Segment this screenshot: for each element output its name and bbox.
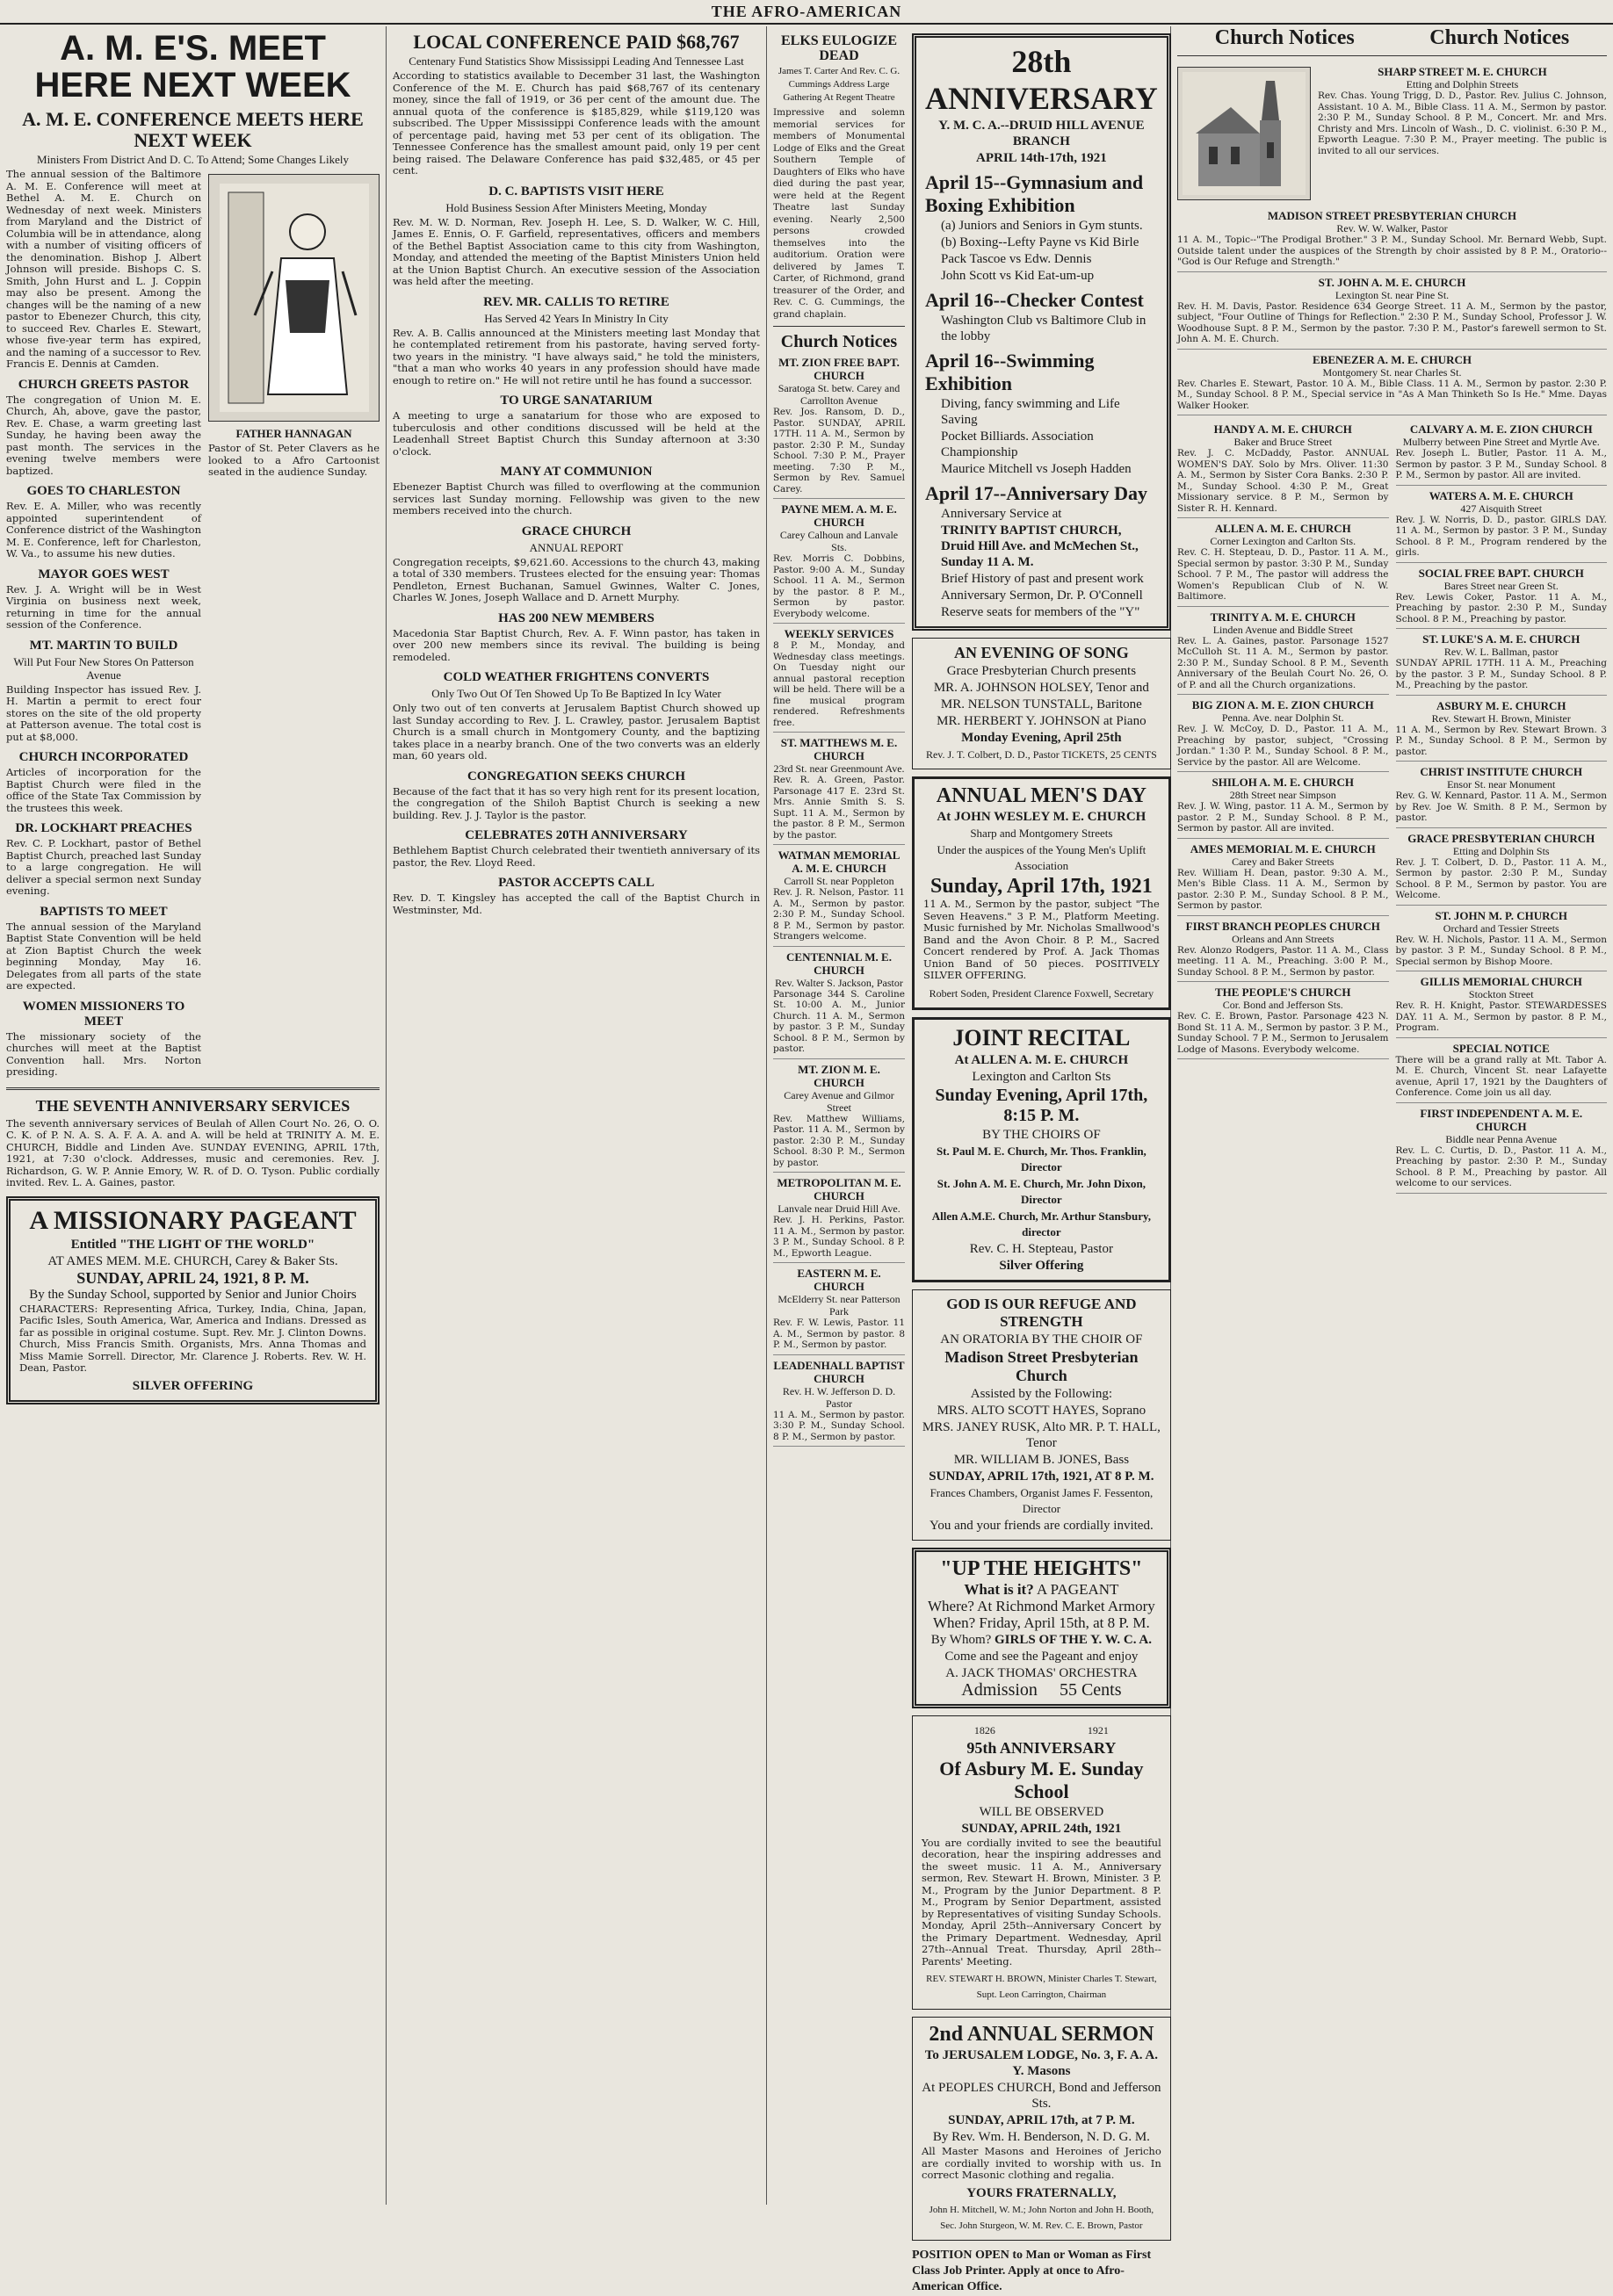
- missionary-pageant-ad: [6, 1196, 380, 1404]
- church-notice-name: GILLIS MEMORIAL CHURCH: [1420, 975, 1582, 988]
- heights-price: 55 Cents: [1059, 1679, 1122, 1700]
- sermon-at: At PEOPLES CHURCH, Bond and Jefferson Sts.: [922, 2081, 1161, 2111]
- lockhart-headline: DR. LOCKHART PREACHES: [15, 821, 192, 835]
- church-notice-body: 11 A. M., Sermon by Rev. Stewart Brown. 3 P. M., Sunday School. 8 P. M., Sermon by pastor.: [1395, 724, 1607, 757]
- church-notice: [1396, 422, 1608, 486]
- newmem-body: Macedonia Star Baptist Church, Rev. A. F. Winn pastor, has taken in over 200 new members since its revival. The building is being remodeled.: [393, 626, 760, 663]
- cartoon-image: [208, 174, 380, 422]
- greets-headline: CHURCH GREETS PASTOR: [18, 377, 190, 392]
- accepts-headline: PASTOR ACCEPTS CALL: [498, 876, 655, 890]
- column-2: [387, 26, 767, 2205]
- communion-headline: MANY AT COMMUNION: [500, 465, 653, 479]
- church-notice-body: Rev. J. T. Colbert, D. D., Pastor. 11 A. M., Sermon by pastor. 2:30 P. M., Sunday School. 8 P. M., Sermon by pastor. You are Welcome.: [1395, 856, 1607, 900]
- martin-subhead: Will Put Four New Stores On Patterson Avenue: [13, 654, 194, 682]
- heights-q2: Where?: [928, 1597, 974, 1614]
- mayor-body: Rev. J. A. Wright will be in West Virginia on business next week, returning in time for the annual session of the Conference.: [6, 582, 201, 631]
- ymca-day3-a: Diving, fancy swimming and Life Saving: [941, 397, 1120, 427]
- cold-headline: COLD WEATHER FRIGHTENS CONVERTS: [443, 670, 710, 684]
- church-notice-location: 427 Aisquith Street: [1460, 502, 1543, 515]
- asbury-title-1: 95th ANNIVERSARY: [966, 1738, 1117, 1757]
- madison-notice: [1177, 209, 1607, 272]
- church-notice-body: Rev. L. C. Curtis, D. D., Pastor. 11 A. M., Preaching by pastor. 2:30 P. M., Sunday School. 8 P. M., Preaching by pastor. All welcome to our services.: [1395, 1144, 1607, 1188]
- refuge-organist: Frances Chambers, Organist James F. Fessenton, Director: [929, 1485, 1154, 1515]
- church-notice-name: SHILOH A. M. E. CHURCH: [1212, 776, 1354, 789]
- ymca-day4-a: Anniversary Service at: [941, 507, 1062, 521]
- pageant-title: A MISSIONARY PAGEANT: [29, 1205, 357, 1235]
- church-notice-location: Saratoga St. betw. Carey and Carrollton Avenue: [778, 382, 901, 407]
- pageant-where: AT AMES MEM. M.E. CHURCH, Carey & Baker Sts.: [47, 1253, 338, 1268]
- church-notice-body: Rev. Lewis Coker, Pastor. 11 A. M., Preaching by pastor. 2:30 P. M., Sunday School. 8 P. M., Preaching by pastor.: [1395, 591, 1607, 625]
- church-notice-name: SPECIAL NOTICE: [1452, 1041, 1550, 1055]
- church-notice-location: 28th Street near Simpson: [1229, 789, 1336, 801]
- conference-body: The annual session of the Baltimore A. M. E. Conference will meet at Bethel A. M. E. Church on Wednesday of next week. Ministers from Maryland and the District of Columbia will be in attendance, along with a number of visiting officers of the denomination. Bishop J. Albert Johnson will preside. Bishops C. S. Smith, John Hurst and L. J. Coppin may also be present. Among the changes will be the naming of a new pastor to Ebenezer Church, this city, to succeed Rev. Charles E. Stewart, whose five-year term has expired, and the naming of a successor to Rev. Francis E. Dennis at Camden.: [6, 168, 201, 370]
- church-notice-location: Penna. Ave. near Dolphin St.: [1221, 711, 1344, 724]
- callis-subhead: Has Served 42 Years In Ministry In City: [484, 311, 669, 325]
- church-notice-location: Cor. Bond and Jefferson Sts.: [1222, 999, 1343, 1011]
- mens-title: ANNUAL MEN'S DAY: [936, 784, 1146, 807]
- church-engraving: [1177, 67, 1311, 200]
- church-notice-body: 11 A. M., Sermon by pastor. 3:30 P. M., Sunday School. 8 P. M., Sermon by pastor.: [773, 1409, 905, 1442]
- asbury-observed: WILL BE OBSERVED: [979, 1804, 1104, 1819]
- column-1: [0, 26, 387, 2205]
- charleston-body: Rev. E. A. Miller, who was recently appointed superintendent of Conference district of the Washington M. E. Conference, left for Charleston, W. Va., to assume his new duties.: [6, 500, 201, 560]
- ebenezer-notice: [1177, 353, 1607, 416]
- sermon-by: By Rev. Wm. H. Benderson, N. D. G. M.: [932, 2130, 1150, 2144]
- church-notice-location: Baker and Bruce Street: [1233, 436, 1333, 448]
- church-notice-location: Carey Avenue and Gilmor Street: [784, 1088, 894, 1114]
- dc-body: Rev. M. W. D. Norman, Rev. Joseph H. Lee, S. D. Walker, W. C. Hill, James E. Ennis, O. F. Garfield, representatives, officers and members of the Bethel Baptist Association came to this city from Washington, Monday, and attended the meeting of the Baptist Ministers Union held at the Union Baptist Church. An executive session of the Association was held after the meeting.: [393, 215, 760, 287]
- church-notice: [773, 1063, 905, 1173]
- sharp-loc: Etting and Dolphin Streets: [1406, 78, 1519, 90]
- elks-headline: ELKS EULOGIZE DEAD: [780, 33, 898, 63]
- celebrates-headline: CELEBRATES 20TH ANNIVERSARY: [465, 828, 688, 842]
- incorp-headline: CHURCH INCORPORATED: [18, 750, 189, 764]
- church-notice: [1177, 522, 1389, 607]
- heights-pageant-ad: [912, 1548, 1171, 1708]
- recital-loc: Lexington and Carlton Sts: [972, 1069, 1111, 1084]
- sharp-street-notice: [1318, 65, 1607, 202]
- sermon-date: SUNDAY, APRIL 17th, at 7 P. M.: [948, 2113, 1135, 2127]
- congregation-headline: CONGREGATION SEEKS CHURCH: [467, 769, 686, 783]
- church-notice-location: Rev. Stewart H. Brown, Minister: [1431, 711, 1571, 725]
- church-notice-body: Rev. Jos. Ransom, D. D., Pastor. SUNDAY, APRIL 17TH. 11 A. M., Sermon by pastor. 2:30 P. M., Sunday School. 7:30 P. M., Prayer meeting. 7:30 P. M., Sermon by Rev. Samuel Carey.: [773, 407, 905, 495]
- church-notice-body: Rev. J. W. Norris, D. D., pastor. GIRLS DAY. 11 A. M., Sermon by pastor. 3 P. M., Sunday School. 8 P. M., Program rendered by the girls.: [1395, 514, 1607, 558]
- mayor-headline: MAYOR GOES WEST: [38, 567, 170, 581]
- ymca-day3-c: Maurice Mitchell vs Joseph Hadden: [941, 462, 1132, 476]
- greets-body: The congregation of Union M. E. Church, Ah, above, gave the pastor, Rev. E. Chase, a warm greeting last Sunday, he having been away the past month. The services in the evening twelve members were baptized.: [6, 393, 201, 477]
- stjohn-body: Rev. H. M. Davis, Pastor. Residence 634 George Street. 11 A. M., Sermon by the pastor, subject, "Four Outline of Things for Reflection." 2:30 P. M., Sunday School, Professor J. W. Woodhouse Supt. 8 P. M., Sermon by the pastor. 7:30 P. M., Pastor's farewell sermon to St. John A. M. E. Church.: [1177, 300, 1607, 344]
- church-notice-body: Rev. R. A. Green, Pastor. Parsonage 417 E. 23rd St. Mrs. Annie Smith S. S. Supt. 11 A. M., Sermon by the pastor. 8 P. M., Sermon by the pastor.: [773, 775, 905, 841]
- church-notice-location: Stockton Street: [1468, 988, 1534, 1000]
- church-notice: [1177, 776, 1389, 839]
- church-notice-name: CENTENNIAL M. E. CHURCH: [786, 949, 892, 977]
- cartoon-caption: FATHER HANNAGAN: [235, 427, 352, 440]
- church-notice-name: THE PEOPLE'S CHURCH: [1214, 986, 1351, 999]
- church-notice-body: Parsonage 344 S. Caroline St. 10:00 A. M., Junior Church. 11 A. M., Sermon by pastor. 3 P. M., Sunday School. 8 P. M., Sermon by pastor.: [773, 988, 905, 1054]
- refuge-title: GOD IS OUR REFUGE AND STRENGTH: [946, 1295, 1137, 1330]
- church-notice: [1177, 698, 1389, 772]
- song-date: Monday Evening, April 25th: [961, 731, 1122, 745]
- church-notice: [1396, 1107, 1608, 1194]
- church-notice-name: MT. ZION FREE BAPT. CHURCH: [778, 356, 900, 382]
- grace-subhead: ANNUAL REPORT: [529, 540, 624, 554]
- church-notice: [1396, 975, 1608, 1038]
- incorp-body: Articles of incorporation for the Baptist Church were filed in the office of the State Tax Commission by the trustees this week.: [6, 766, 201, 814]
- sharp-body: Rev. Chas. Young Trigg, D. D., Pastor. Rev. Julius C. Johnson, Assistant. 10 A. M., Bible Class. 11 A. M., Sermon by pastor. 2:30 P. M., Sunday School. 8 P. M., Concert. Mr. and Mrs. Christy and Mrs. Lincoln of Wash., D. C. violinist. 6:30 P. M., Epworth League. 7:30 P. M., Prayer meeting. The public is invited to all our services.: [1318, 90, 1607, 156]
- asbury-ad: [912, 1715, 1171, 2011]
- notices-right-column: [1396, 419, 1608, 1197]
- sermon-footer: John H. Mitchell, W. M.; John Norton and John H. Booth, Sec. John Sturgeon, W. M. Rev. C. E. Brown, Pastor: [929, 2204, 1154, 2231]
- recital-at: At ALLEN A. M. E. CHURCH: [954, 1052, 1129, 1067]
- recital-date: Sunday Evening, April 17th, 8:15 P. M.: [935, 1085, 1148, 1125]
- main-headline: A. M. E'S. MEET HERE NEXT WEEK: [34, 29, 351, 105]
- asbury-footer: REV. STEWART H. BROWN, Minister Charles T. Stewart, Supt. Leon Carrington, Chairman: [926, 1974, 1157, 2000]
- local-conference-headline: LOCAL CONFERENCE PAID $68,767: [413, 31, 740, 53]
- church-notice-name: HANDY A. M. E. CHURCH: [1213, 422, 1352, 436]
- ymca-day3: April 16--Swimming Exhibition: [925, 350, 1095, 394]
- cold-body: Only two out of ten converts at Jerusalem Baptist Church showed up last Sunday according to Rev. J. L. Crawley, pastor. Jerusalem Baptist Church is a small church in Montgomery County, and the baptizing takes place in a nearby branch. One of the two converts was an elderly man, 60 years old.: [393, 702, 760, 762]
- church-notice-location: McElderry St. near Patterson Park: [778, 1293, 901, 1318]
- church-notice-location: Rev. Walter S. Jackson, Pastor: [775, 976, 903, 989]
- church-notice-name: CALVARY A. M. E. ZION CHURCH: [1409, 422, 1593, 436]
- joint-recital-ad: [912, 1017, 1171, 1282]
- stjohn-notice: [1177, 276, 1607, 350]
- refuge-assist: Assisted by the Following:: [970, 1386, 1113, 1401]
- mens-footer: Robert Soden, President Clarence Foxwell, Secretary: [929, 986, 1154, 1000]
- mens-auspices: Under the auspices of the Young Men's Uplift Association: [937, 843, 1146, 872]
- pageant-characters: CHARACTERS: Representing Africa, Turkey, India, China, Japan, Pacific Isles, South America, War, America and Indians. Dressed as far as possible in original costume. Supt. Rev. Mr. J. Clinton Downs. Church, Miss Francis Smith. Organists, Mrs. Anna Thomas and Miss Mamie Sorrell. Director, Mr. Clarence J. Roberts. Rev. W. H. Dean, Pastor.: [19, 1302, 366, 1374]
- mens-loc: Sharp and Montgomery Streets: [970, 827, 1113, 840]
- church-notice-location: Carey Calhoun and Lanvale Sts.: [779, 529, 899, 553]
- church-notice-body: Rev. J. H. Perkins, Pastor. 11 A. M., Sermon by pastor. 3 P. M., Sunday School. 8 P. M., Epworth League.: [773, 1215, 905, 1259]
- song-ad: [912, 638, 1171, 769]
- priest-cartoon-icon: [220, 184, 369, 412]
- church-notice: [1396, 699, 1608, 762]
- mens-body: 11 A. M., Sermon by the pastor, subject "The Seven Heavens." 3 P. M., Platform Meeting. Music furnished by Mr. Nicholas Smallwood's Band and the Avon Choir. 8 P. M., Sacred Concert rendered by Prof. A. Jack Thomas Union Band of 50 pieces. POSITIVELY SILVER OFFERING.: [923, 898, 1160, 981]
- church-notice-location: Bares Street near Green St.: [1443, 579, 1559, 592]
- church-notice: [773, 1359, 905, 1448]
- masonic-sermon-ad: [912, 2017, 1171, 2241]
- church-notices-list: [773, 356, 905, 1447]
- ymca-dates: APRIL 14th-17th, 1921: [976, 151, 1107, 165]
- song-line-1: MR. A. JOHNSON HOLSEY, Tenor and: [933, 681, 1149, 695]
- pageant-by: By the Sunday School, supported by Senior and Junior Choirs: [29, 1287, 357, 1302]
- church-notice-location: Mulberry between Pine Street and Myrtle Ave.: [1402, 436, 1600, 448]
- church-notice-body: Rev. Matthew Williams, Pastor. 11 A. M., Sermon by pastor. 2:30 P. M., Sunday School. 8:30 P. M., Sermon by pastor.: [773, 1113, 905, 1168]
- church-notice-location: Corner Lexington and Carlton Sts.: [1210, 535, 1356, 547]
- ymca-day2: April 16--Checker Contest: [925, 289, 1144, 311]
- church-notice-location: Rev. H. W. Jefferson D. D. Pastor: [782, 1384, 896, 1410]
- sermon-title: 2nd ANNUAL SERMON: [929, 2023, 1154, 2046]
- church-notice-body: Rev. J. W. Wing, pastor. 11 A. M., Sermon by pastor. 2 P. M., Sunday School. 8 P. M., Sermon by pastor. All are invited.: [1177, 801, 1389, 834]
- recital-offering: Silver Offering: [999, 1258, 1084, 1273]
- church-notice-body: Rev. J. C. McDaddy, Pastor. ANNUAL WOMEN'S DAY. Solo by Mrs. Oliver. 11:30 A. M., Sermon by Sister Cora Banks. 2:30 P. M., Sunday School. 4:30 P. M., Great Missionary service. 8 P. M., Sermon by Sister R. H. Kennard.: [1177, 448, 1389, 514]
- church-notice-name: ALLEN A. M. E. CHURCH: [1214, 522, 1351, 535]
- recital-by: BY THE CHOIRS OF: [982, 1127, 1101, 1142]
- church-notice-body: There will be a grand rally at Mt. Tabor A. M. E. Church, Vincent St. near Lafayette avenue, April 17, 1921 by the Daughters of Conference. Come join us all day.: [1395, 1054, 1607, 1098]
- church-notice: [773, 1176, 905, 1263]
- local-conference-subhead: Centenary Fund Statistics Show Mississippi Leading And Tennessee Last: [409, 54, 744, 68]
- church-notice-body: 8 P. M., Monday, and Wednesday class meetings. On Tuesday night our annual pastoral reception will be held. There will be a fine musical program rendered. Refreshments free.: [773, 640, 905, 728]
- madison-loc: Rev. W. W. Walker, Pastor: [1336, 222, 1448, 235]
- church-notice-name: TRINITY A. M. E. CHURCH: [1210, 610, 1356, 624]
- ymca-day4-d: Anniversary Sermon, Dr. P. O'Connell: [941, 588, 1143, 603]
- song-footer: Rev. J. T. Colbert, D. D., Pastor TICKETS, 25 CENTS: [925, 748, 1157, 761]
- church-notice: [773, 356, 905, 499]
- church-notice-body: Rev. G. W. Kennard, Pastor. 11 A. M., Sermon by Rev. Joe W. Smith. 8 P. M., Sermon by pastor.: [1395, 791, 1607, 823]
- martin-headline: MT. MARTIN TO BUILD: [29, 638, 178, 653]
- madison-body: 11 A. M., Topic--"The Prodigal Brother." 3 P. M., Sunday School. Mr. Bernard Webb, Supt. Outside talent under the auspices of the Strength by choir assisted by 8 P. M., Oratorio--"God is Our Refuge and Strength.": [1177, 235, 1607, 267]
- pageant-offering: SILVER OFFERING: [132, 1378, 254, 1393]
- baptists-headline: BAPTISTS TO MEET: [40, 904, 168, 919]
- ymca-title: 28th ANNIVERSARY: [925, 44, 1158, 116]
- church-building-icon: [1183, 72, 1306, 195]
- church-notice-body: Rev. C. H. Stepteau, D. D., Pastor. 11 A. M., Special sermon by pastor. 3:30 P. M., Sunday School. 7 P. M., The pastor will address the Women's Republican Club of N. W. Baltimore.: [1177, 547, 1389, 602]
- refuge-line-1: MRS. ALTO SCOTT HAYES, Soprano: [937, 1403, 1146, 1418]
- church-notice-location: Orleans and Ann Streets: [1232, 932, 1335, 945]
- church-notice-body: Rev. Morris C. Dobbins, Pastor. 9:00 A. M., Sunday School. 11 A. M., Sermon by the pastor. 8 P. M., Sermon by pastor. Everybody welcome.: [773, 553, 905, 619]
- church-notice-location: Linden Avenue and Biddle Street: [1212, 623, 1353, 636]
- heights-q3: When?: [932, 1614, 976, 1631]
- church-notice-body: Rev. W. H. Nichols, Pastor. 11 A. M., Sermon by pastor. 3 P. M., Sunday School. 8 P. M., Special sermon by Bishop Moore.: [1395, 934, 1607, 967]
- notices-headline: Church Notices: [780, 332, 898, 351]
- church-notice-name: FIRST BRANCH PEOPLES CHURCH: [1185, 919, 1380, 933]
- church-notice-body: Rev. Alonzo Rodgers, Pastor. 11 A. M., Class meeting. 11 A. M., Preaching. 3:00 P. M., Sunday School. 8 P. M., Sermon by pastor.: [1177, 944, 1389, 978]
- sanitarium-body: A meeting to urge a sanatarium for those who are exposed to tuberculosis and other conditions discussed will be held at the Leadenhall Street Baptist Church this Sunday afternoon at 3:30 o'clock.: [393, 409, 760, 458]
- song-line-3: MR. HERBERT Y. JOHNSON at Piano: [937, 714, 1146, 728]
- callis-headline: REV. MR. CALLIS TO RETIRE: [483, 294, 669, 309]
- church-notice-location: Orchard and Tessier Streets: [1443, 921, 1559, 935]
- church-notice-body: Rev. J. W. McCoy, D. D., Pastor. 11 A. M., Preaching by pastor, subject, "Crossing Jordan." 1:30 P. M., Sunday School. 8 P. M., Service by the pastor. All are Welcome.: [1177, 724, 1389, 768]
- church-notice: [1177, 920, 1389, 983]
- conference-subhead: Ministers From District And D. C. To Attend; Some Changes Likely: [37, 153, 349, 166]
- lockhart-body: Rev. C. P. Lockhart, pastor of Bethel Baptist Church, preached last Sunday to a large congregation. He will deliver a special sermon next Sunday evening.: [6, 837, 201, 897]
- church-notice-name: GRACE PRESBYTERIAN CHURCH: [1407, 831, 1595, 845]
- ebenezer-loc: Montgomery St. near Charles St.: [1322, 365, 1462, 379]
- church-notice: [1177, 422, 1389, 518]
- asbury-title-2: Of Asbury M. E. Sunday School: [939, 1757, 1144, 1802]
- church-notice-name: PAYNE MEM. A. M. E. CHURCH: [781, 502, 897, 529]
- celebrates-body: Bethlehem Baptist Church celebrated their twentieth anniversary of its pastor, the Rev. Lloyd Reed.: [393, 844, 760, 869]
- church-notice-body: Rev. L. A. Gaines, pastor. Parsonage 1527 McCulloh St. 11 A. M., Sermon by pastor. 2:30 P. M., Sunday School. 8 P. M., Seventh Anniversary of the Beulah Court No. 26, O. of P. and all the Church organizations.: [1177, 635, 1389, 690]
- ebenezer-body: Rev. Charles E. Stewart, Pastor. 10 A. M., Bible Class. 11 A. M., Sermon by pastor. 2:30 P. M., Sunday School. 8 P. M., Special service in "As A Man Thinketh So Is He." Mme. Dayas Walker Hooker.: [1177, 378, 1607, 411]
- ymca-day4: April 17--Anniversary Day: [925, 482, 1147, 504]
- grace-body: Congregation receipts, $9,621.60. Accessions to the church 43, making a total of 330 members. Trustees elected for the ensuing year: Thomas Pendleton, Ernest Buchanan, Samuel Gwinnes, Walter C. Jones, Charles W. Jones, Joseph Wallace and D. Arnett Murphy.: [393, 555, 760, 603]
- church-notice: [773, 627, 905, 733]
- refuge-line-3: MR. WILLIAM B. JONES, Bass: [953, 1452, 1130, 1467]
- church-notice-name: METROPOLITAN M. E. CHURCH: [777, 1176, 901, 1202]
- heights-line-1: Come and see the Pageant and enjoy: [944, 1649, 1139, 1664]
- notices-left-column: [1177, 419, 1389, 1197]
- asbury-body: You are cordially invited to see the beautiful decoration, hear the inspiring addresses and the sweet music. 11 A. M., Anniversary sermon, Rev. Stewart H. Brown, Minister. 3 P. M., Program by the Junior Department. 8 P. M., Program by Senior Department, assisted by Representatives of visiting Sunday Schools. Monday, April 25th--Anniversary Concert by the Primary Department. Wednesday, April 27th--Annual Treat. Thursday, April 28th--Parents' Meeting.: [922, 1836, 1161, 1967]
- church-notice-location: Carey and Baker Streets: [1232, 855, 1335, 868]
- stjohn-name: ST. JOHN A. M. E. CHURCH: [1318, 275, 1466, 289]
- refuge-date: SUNDAY, APRIL 17th, 1921, AT 8 P. M.: [929, 1469, 1154, 1484]
- ebenezer-name: EBENEZER A. M. E. CHURCH: [1313, 352, 1472, 366]
- dc-headline: D. C. BAPTISTS VISIT HERE: [488, 184, 664, 199]
- church-notices-head-2: Church Notices: [1429, 26, 1570, 49]
- refuge-line-2: MRS. JANEY RUSK, Alto MR. P. T. HALL, Tenor: [922, 1419, 1161, 1450]
- church-notice-name: WEEKLY SERVICES: [784, 627, 894, 640]
- sermon-yours: YOURS FRATERNALLY,: [966, 2185, 1117, 2200]
- ymca-day1-a: (a) Juniors and Seniors in Gym stunts.: [941, 219, 1143, 233]
- church-notice-name: ST. MATTHEWS M. E. CHURCH: [780, 736, 898, 762]
- church-notice: [773, 1267, 905, 1355]
- martin-body: Building Inspector has issued Rev. J. H. Martin a permit to erect four stores on the site of the old property at Patterson avenue. The total cost is put at $8,000.: [6, 682, 201, 743]
- church-notice: [1177, 610, 1389, 696]
- church-notices-head-1: Church Notices: [1214, 26, 1355, 49]
- heights-admission: Admission: [961, 1679, 1038, 1700]
- mens-date: Sunday, April 17th, 1921: [930, 875, 1153, 898]
- accepts-body: Rev. D. T. Kingsley has accepted the call of the Baptist Church in Westminster, Md.: [393, 892, 760, 916]
- church-notice-name: ST. LUKE'S A. M. E. CHURCH: [1422, 632, 1580, 646]
- grace-headline: GRACE CHURCH: [521, 523, 632, 538]
- madison-name: MADISON STREET PRESBYTERIAN CHURCH: [1267, 209, 1517, 222]
- song-by: Grace Presbyterian Church presents: [946, 664, 1137, 678]
- church-notice-body: Rev. William H. Dean, pastor. 9:30 A. M., Men's Bible Class. 11 A. M., Sermon by pastor. 2:30 P. M., Sunday School. 8 P. M., Sermon by pastor.: [1177, 867, 1389, 911]
- refuge-invite: You and your friends are cordially invited.: [929, 1518, 1154, 1533]
- asbury-date: SUNDAY, APRIL 24th, 1921: [961, 1821, 1122, 1836]
- ymca-ad: [912, 33, 1171, 631]
- church-notice: [1396, 909, 1608, 972]
- seventh-body: The seventh anniversary services of Beulah of Allen Court No. 26, O. O. C. K. of P. N. A. S. A. F. A. A. and A. will be held at TRINITY A. M. E. CHURCH, Biddle and Linden Ave. SUNDAY EVENING, APRIL 17th, 1921, at 7:30 o'clock. Addresses, music and ceremonies. Rev. J. Richardson, G. W. P. Annie Emory, W. R. of D. O. Tyson. Public cordially invited. Rev. L. A. Gaines, pastor.: [6, 1116, 380, 1188]
- song-line-2: MR. NELSON TUNSTALL, Baritone: [940, 697, 1142, 711]
- church-notice-name: EASTERN M. E. CHURCH: [797, 1267, 881, 1293]
- heights-line-2: A. JACK THOMAS' ORCHESTRA: [945, 1665, 1138, 1680]
- church-notice-body: Rev. C. E. Brown, Pastor. Parsonage 423 N. Bond St. 11 A. M., Sermon by pastor. 3 P. M., Sunday School. 7 P. M., Sermon to Jerusalem Lodge of Masons. Everybody welcome.: [1177, 1011, 1389, 1055]
- mens-at: At JOHN WESLEY M. E. CHURCH: [937, 810, 1146, 824]
- church-notice-name: WATERS A. M. E. CHURCH: [1429, 488, 1573, 502]
- church-notice: [1396, 1042, 1608, 1103]
- church-notice-name: ST. JOHN M. P. CHURCH: [1435, 908, 1568, 922]
- church-notice-body: Rev. R. H. Knight, Pastor. STEWARDESSES DAY. 11 A. M., Sermon by pastor. 8 P. M., Program.: [1395, 1000, 1607, 1033]
- church-notice-name: AMES MEMORIAL M. E. CHURCH: [1190, 841, 1376, 856]
- pageant-date: SUNDAY, APRIL 24, 1921, 8 P. M.: [76, 1268, 309, 1287]
- local-conference-body: According to statistics available to December 31 last, the Washington Conference of the M. E. Church has paid $68,767 of its centenary money, since the fall of 1919, or 36 per cent of the amount due. The annual quota of the conference is $185,829, while $119,120 was subscribed. The Upper Mississippi Conference leads with the amount of percentage paid, having met 53 per cent of its obligation. The Tennessee Conference has the smallest amount paid, only 19 per cent being raised. The Delaware Conference has paid $32,485, or 45 per cent.: [393, 69, 760, 177]
- church-notice-name: LEADENHALL BAPTIST CHURCH: [773, 1358, 905, 1385]
- recital-line-2: St. John A. M. E. Church, Mr. John Dixon, Director: [937, 1176, 1146, 1206]
- seventh-headline: THE SEVENTH ANNIVERSARY SERVICES: [35, 1096, 351, 1115]
- masthead: THE AFRO-AMERICAN: [0, 0, 1613, 25]
- refuge-ad: [912, 1289, 1171, 1541]
- church-notice-name: CHRIST INSTITUTE CHURCH: [1420, 765, 1583, 778]
- church-notice-location: Rev. W. L. Ballman, pastor: [1443, 646, 1559, 658]
- ymca-day4-c: Brief History of past and present work: [941, 572, 1144, 586]
- column-4: [1171, 26, 1613, 2205]
- mens-day-ad: [912, 776, 1171, 1010]
- ymca-day2-a: Washington Club vs Baltimore Club in the lobby: [941, 314, 1146, 343]
- ymca-day1: April 15--Gymnasium and Boxing Exhibition: [925, 171, 1144, 216]
- ymca-day3-b: Pocket Billiards. Association Championship: [941, 430, 1094, 459]
- cartoon-description: Pastor of St. Peter Clavers as he looked to a Afro Cartoonist seated in the audience Sunday.: [208, 442, 380, 478]
- ymca-day1-c: Pack Tascoe vs Edw. Dennis: [941, 252, 1092, 266]
- recital-pastor: Rev. C. H. Stepteau, Pastor: [969, 1241, 1113, 1256]
- church-notice-location: Biddle near Penna Avenue: [1445, 1132, 1558, 1145]
- church-notice-name: BIG ZION A. M. E. ZION CHURCH: [1191, 698, 1374, 711]
- church-notice: [1177, 986, 1389, 1059]
- church-notice-body: Rev. J. R. Nelson, Pastor. 11 A. M., Sermon by pastor. 2:30 P. M., Sunday School. 8 P. M., Sermon by pastor. Strangers welcome.: [773, 887, 905, 942]
- position-open-ad: POSITION OPEN to Man or Woman as First Class Job Printer. Apply at once to Afro-American Office.: [912, 2248, 1152, 2293]
- church-notice: [1177, 842, 1389, 916]
- cold-subhead: Only Two Out Of Ten Showed Up To Be Baptized In Icy Water: [431, 687, 721, 700]
- church-notice-body: SUNDAY APRIL 17TH. 11 A. M., Preaching by the pastor. 3 P. M., Sunday School. 8 P. M., Preaching by the pastor.: [1395, 658, 1607, 690]
- ymca-sub: Y. M. C. A.--DRUID HILL AVENUE BRANCH: [938, 119, 1145, 148]
- church-notice: [773, 736, 905, 845]
- women-headline: WOMEN MISSIONERS TO MEET: [22, 999, 185, 1029]
- recital-title: JOINT RECITAL: [952, 1024, 1131, 1051]
- congregation-body: Because of the fact that it has so very high rent for its present location, the congregation of the Shiloh Baptist Church is seeking a new building. Rev. J. J. Taylor is the pastor.: [393, 784, 760, 821]
- church-notice-location: Etting and Dolphin Sts: [1452, 844, 1550, 857]
- newmem-headline: HAS 200 NEW MEMBERS: [498, 610, 655, 625]
- heights-q4: By Whom?: [930, 1632, 992, 1647]
- church-notice-body: Rev. Joseph L. Butler, Pastor. 11 A. M., Sermon by pastor. 3 P. M., Sunday School. 8 P. M., Sermon by pastor. All are invited.: [1395, 448, 1607, 480]
- church-notice-name: FIRST INDEPENDENT A. M. E. CHURCH: [1420, 1106, 1583, 1133]
- church-notice-name: WATMAN MEMORIAL A. M. E. CHURCH: [778, 848, 901, 875]
- church-notice: [1396, 765, 1608, 828]
- sermon-to: To JERUSALEM LODGE, No. 3, F. A. A. Y. Masons: [924, 2048, 1158, 2078]
- church-notice-location: 23rd St. near Greenmount Ave.: [773, 762, 905, 775]
- column-3: [767, 26, 1171, 2293]
- refuge-church: Madison Street Presbyterian Church: [944, 1347, 1139, 1384]
- church-notice-name: ASBURY M. E. CHURCH: [1436, 698, 1566, 712]
- asbury-years: 1826 1921: [973, 1723, 1109, 1736]
- ymca-day4-b: TRINITY BAPTIST CHURCH, Druid Hill Ave. and McMechen St., Sunday 11 A. M.: [941, 523, 1139, 569]
- church-notice-location: Ensor St. near Monument: [1447, 778, 1556, 791]
- church-notice-location: Lanvale near Druid Hill Ave.: [778, 1202, 901, 1215]
- church-notice: [1396, 632, 1608, 696]
- heights-title: "UP THE HEIGHTS": [940, 1556, 1143, 1580]
- ymca-day4-e: Reserve seats for members of the "Y": [941, 605, 1140, 619]
- ymca-day1-d: John Scott vs Kid Eat-um-up: [941, 269, 1095, 283]
- heights-a1: A PAGEANT: [1037, 1580, 1119, 1598]
- conference-headline: A. M. E. CONFERENCE MEETS HERE NEXT WEEK: [22, 108, 364, 151]
- sermon-body: All Master Masons and Heroines of Jericho are cordially invited to worship with us. In correct Masonic clothing and regalia.: [922, 2145, 1161, 2181]
- callis-body: Rev. A. B. Callis announced at the Ministers meeting last Monday that he contemplated retirement from his pastorate, having served forty-two years in the ministry. "I have always said," he told the ministers, "that a man who works 40 years in any profession should have made enough to retire on." He will not retire until he has found a successor.: [393, 326, 760, 386]
- communion-body: Ebenezer Baptist Church was filled to overflowing at the communion services last Sunday morning. Fellowship was given to the new members received into the church.: [393, 480, 760, 516]
- song-title: AN EVENING OF SONG: [953, 644, 1129, 661]
- stjohn-loc: Lexington St. near Pine St.: [1335, 288, 1450, 301]
- refuge-sub: AN ORATORIA BY THE CHOIR OF: [940, 1332, 1143, 1347]
- heights-a3: Friday, April 15th, at 8 P. M.: [979, 1614, 1150, 1631]
- charleston-headline: GOES TO CHARLESTON: [26, 484, 181, 498]
- recital-line-1: St. Paul M. E. Church, Mr. Thos. Franklin, Director: [936, 1144, 1146, 1173]
- elks-subhead: James T. Carter And Rev. C. G. Cummings Address Large Gathering At Regent Theatre: [778, 66, 901, 103]
- pageant-entitled: Entitled "THE LIGHT OF THE WORLD": [70, 1237, 315, 1252]
- church-notice: [773, 848, 905, 947]
- baptists-body: The annual session of the Maryland Baptist State Convention will be held at Zion Baptist Church the week beginning Monday, May 16. Delegates from all parts of the state are expected.: [6, 920, 201, 992]
- sanitarium-headline: TO URGE SANATARIUM: [500, 393, 653, 408]
- sharp-name: SHARP STREET M. E. CHURCH: [1378, 65, 1547, 78]
- ymca-day1-b: (b) Boxing--Lefty Payne vs Kid Birle: [941, 235, 1139, 249]
- church-notice: [773, 502, 905, 624]
- church-notice: [1396, 489, 1608, 563]
- dc-subhead: Hold Business Session After Ministers Meeting, Monday: [445, 200, 707, 214]
- elks-body: Impressive and solemn memorial services for members of Monumental Lodge of Elks and the Great Southern Temple of Daughters of Elks who have died during the past year, were held at the Regent Theatre last Sunday evening. Nearly 2,500 persons crowded themselves into the auditorium. Oration were delivered by James T. Carter, of Richmond, grand treasurer of the Order, and Rev. C. G. Cummings, the grand chaplain.: [773, 107, 905, 320]
- recital-line-3: Allen A.M.E. Church, Mr. Arthur Stansbury, director: [931, 1209, 1152, 1238]
- church-notice-name: SOCIAL FREE BAPT. CHURCH: [1418, 566, 1584, 580]
- heights-a4: GIRLS OF THE Y. W. C. A.: [995, 1632, 1152, 1647]
- heights-q1: What is it?: [964, 1580, 1034, 1598]
- heights-a2: At Richmond Market Armory: [977, 1597, 1155, 1614]
- church-notice-location: Carroll St. near Poppleton: [784, 875, 894, 887]
- church-notice-body: Rev. F. W. Lewis, Pastor. 11 A. M., Sermon by pastor. 8 P. M., Sermon by pastor.: [773, 1318, 905, 1350]
- church-notice: [1396, 832, 1608, 906]
- church-notice-name: MT. ZION M. E. CHURCH: [798, 1062, 880, 1089]
- church-notice: [773, 950, 905, 1059]
- church-notice: [1396, 567, 1608, 630]
- women-body: The missionary society of the churches will meet at the Baptist Convention hall. Mrs. Norton presiding.: [6, 1029, 201, 1078]
